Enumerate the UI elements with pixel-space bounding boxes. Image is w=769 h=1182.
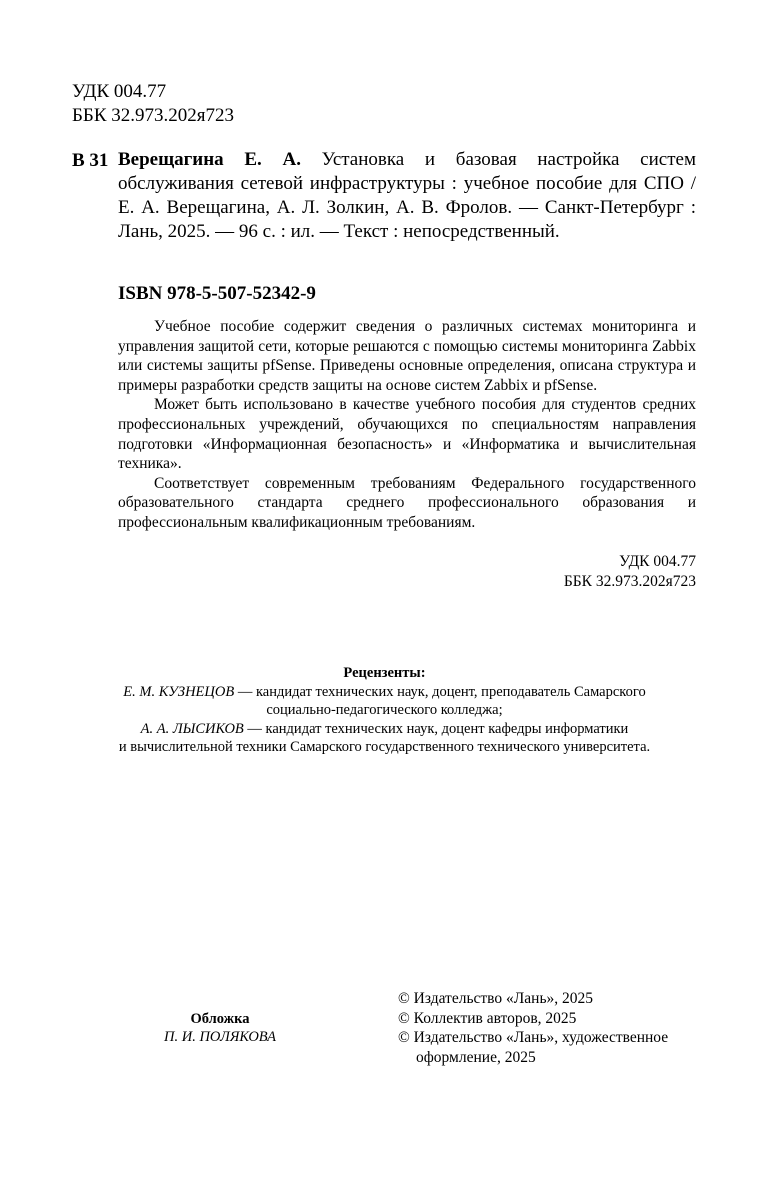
citation-author: Верещагина Е. А. [118, 149, 301, 170]
reviewer-description: социально-педагогического колледжа; [266, 702, 503, 718]
reviewer-name: Е. М. КУЗНЕЦОВ [123, 683, 235, 700]
udk-code: УДК 004.77 [619, 553, 696, 570]
abstract-paragraph: Может быть использовано в качестве учебного пособия для студентов средних профессиональных учреждений, обучающихся по специальностям направления подготовки «Информационная безопасность» и «Информатика и вычислительная техника». [118, 396, 696, 473]
cover-credit [140, 1010, 300, 1046]
citation-text: Установка и базовая настройка систем обслуживания сетевой инфраструктуры : учебное пособие для СПО / Е. А. Верещагина, А. Л. Золкин, А. В. Фролов. — Санкт-Петербург : Лань, 2025. — 96 с. : ил. — Текст : непосредственный. [118, 149, 696, 242]
cover-artist: П. И. ПОЛЯКОВА [164, 1029, 276, 1045]
bibliographic-citation [118, 148, 696, 244]
classification-codes-bottom [564, 552, 696, 592]
abstract [118, 317, 696, 533]
cover-heading: Обложка [190, 1011, 250, 1027]
reviewer-description: — кандидат технических наук, доцент, преподаватель Самарского [234, 683, 646, 700]
udk-code: УДК 004.77 [72, 81, 167, 102]
copyright-block [398, 989, 698, 1067]
abstract-paragraph: Учебное пособие содержит сведения о различных системах мониторинга и управления защитой сети, которые решаются с помощью системы мониторинга Zabbix или системы защиты pfSense. Приведены основные определения, описана структура и примеры разработки средств защиты на основе систем Zabbix и pfSense. [118, 318, 696, 394]
reviewers-heading: Рецензенты: [343, 665, 426, 681]
reviewer-2 [0, 720, 769, 739]
reviewer-1 [0, 683, 769, 702]
classification-codes-top [72, 80, 234, 128]
author-mark: В 31 [72, 150, 109, 171]
copyright-line: © Издательство «Лань», художественное [398, 1029, 669, 1046]
bbk-code: ББК 32.973.202я723 [563, 573, 696, 590]
abstract-paragraph: Соответствует современным требованиям Федерального государственного образовательного стандарта среднего профессионального образования и профессиональным квалификационным требованиям. [118, 474, 696, 531]
reviewers-block [0, 664, 769, 757]
reviewer-description: — кандидат технических наук, доцент кафедры информатики [243, 720, 629, 737]
bbk-code: ББК 32.973.202я723 [72, 105, 234, 126]
reviewer-description: и вычислительной техники Самарского государственного технического университета. [118, 739, 651, 755]
copyright-line: оформление, 2025 [416, 1048, 536, 1066]
isbn: ISBN 978-5-507-52342-9 [118, 283, 316, 304]
reviewer-name: А. А. ЛЫСИКОВ [140, 720, 244, 737]
copyright-line: © Коллектив авторов, 2025 [398, 1009, 577, 1027]
copyright-line: © Издательство «Лань», 2025 [398, 990, 594, 1007]
